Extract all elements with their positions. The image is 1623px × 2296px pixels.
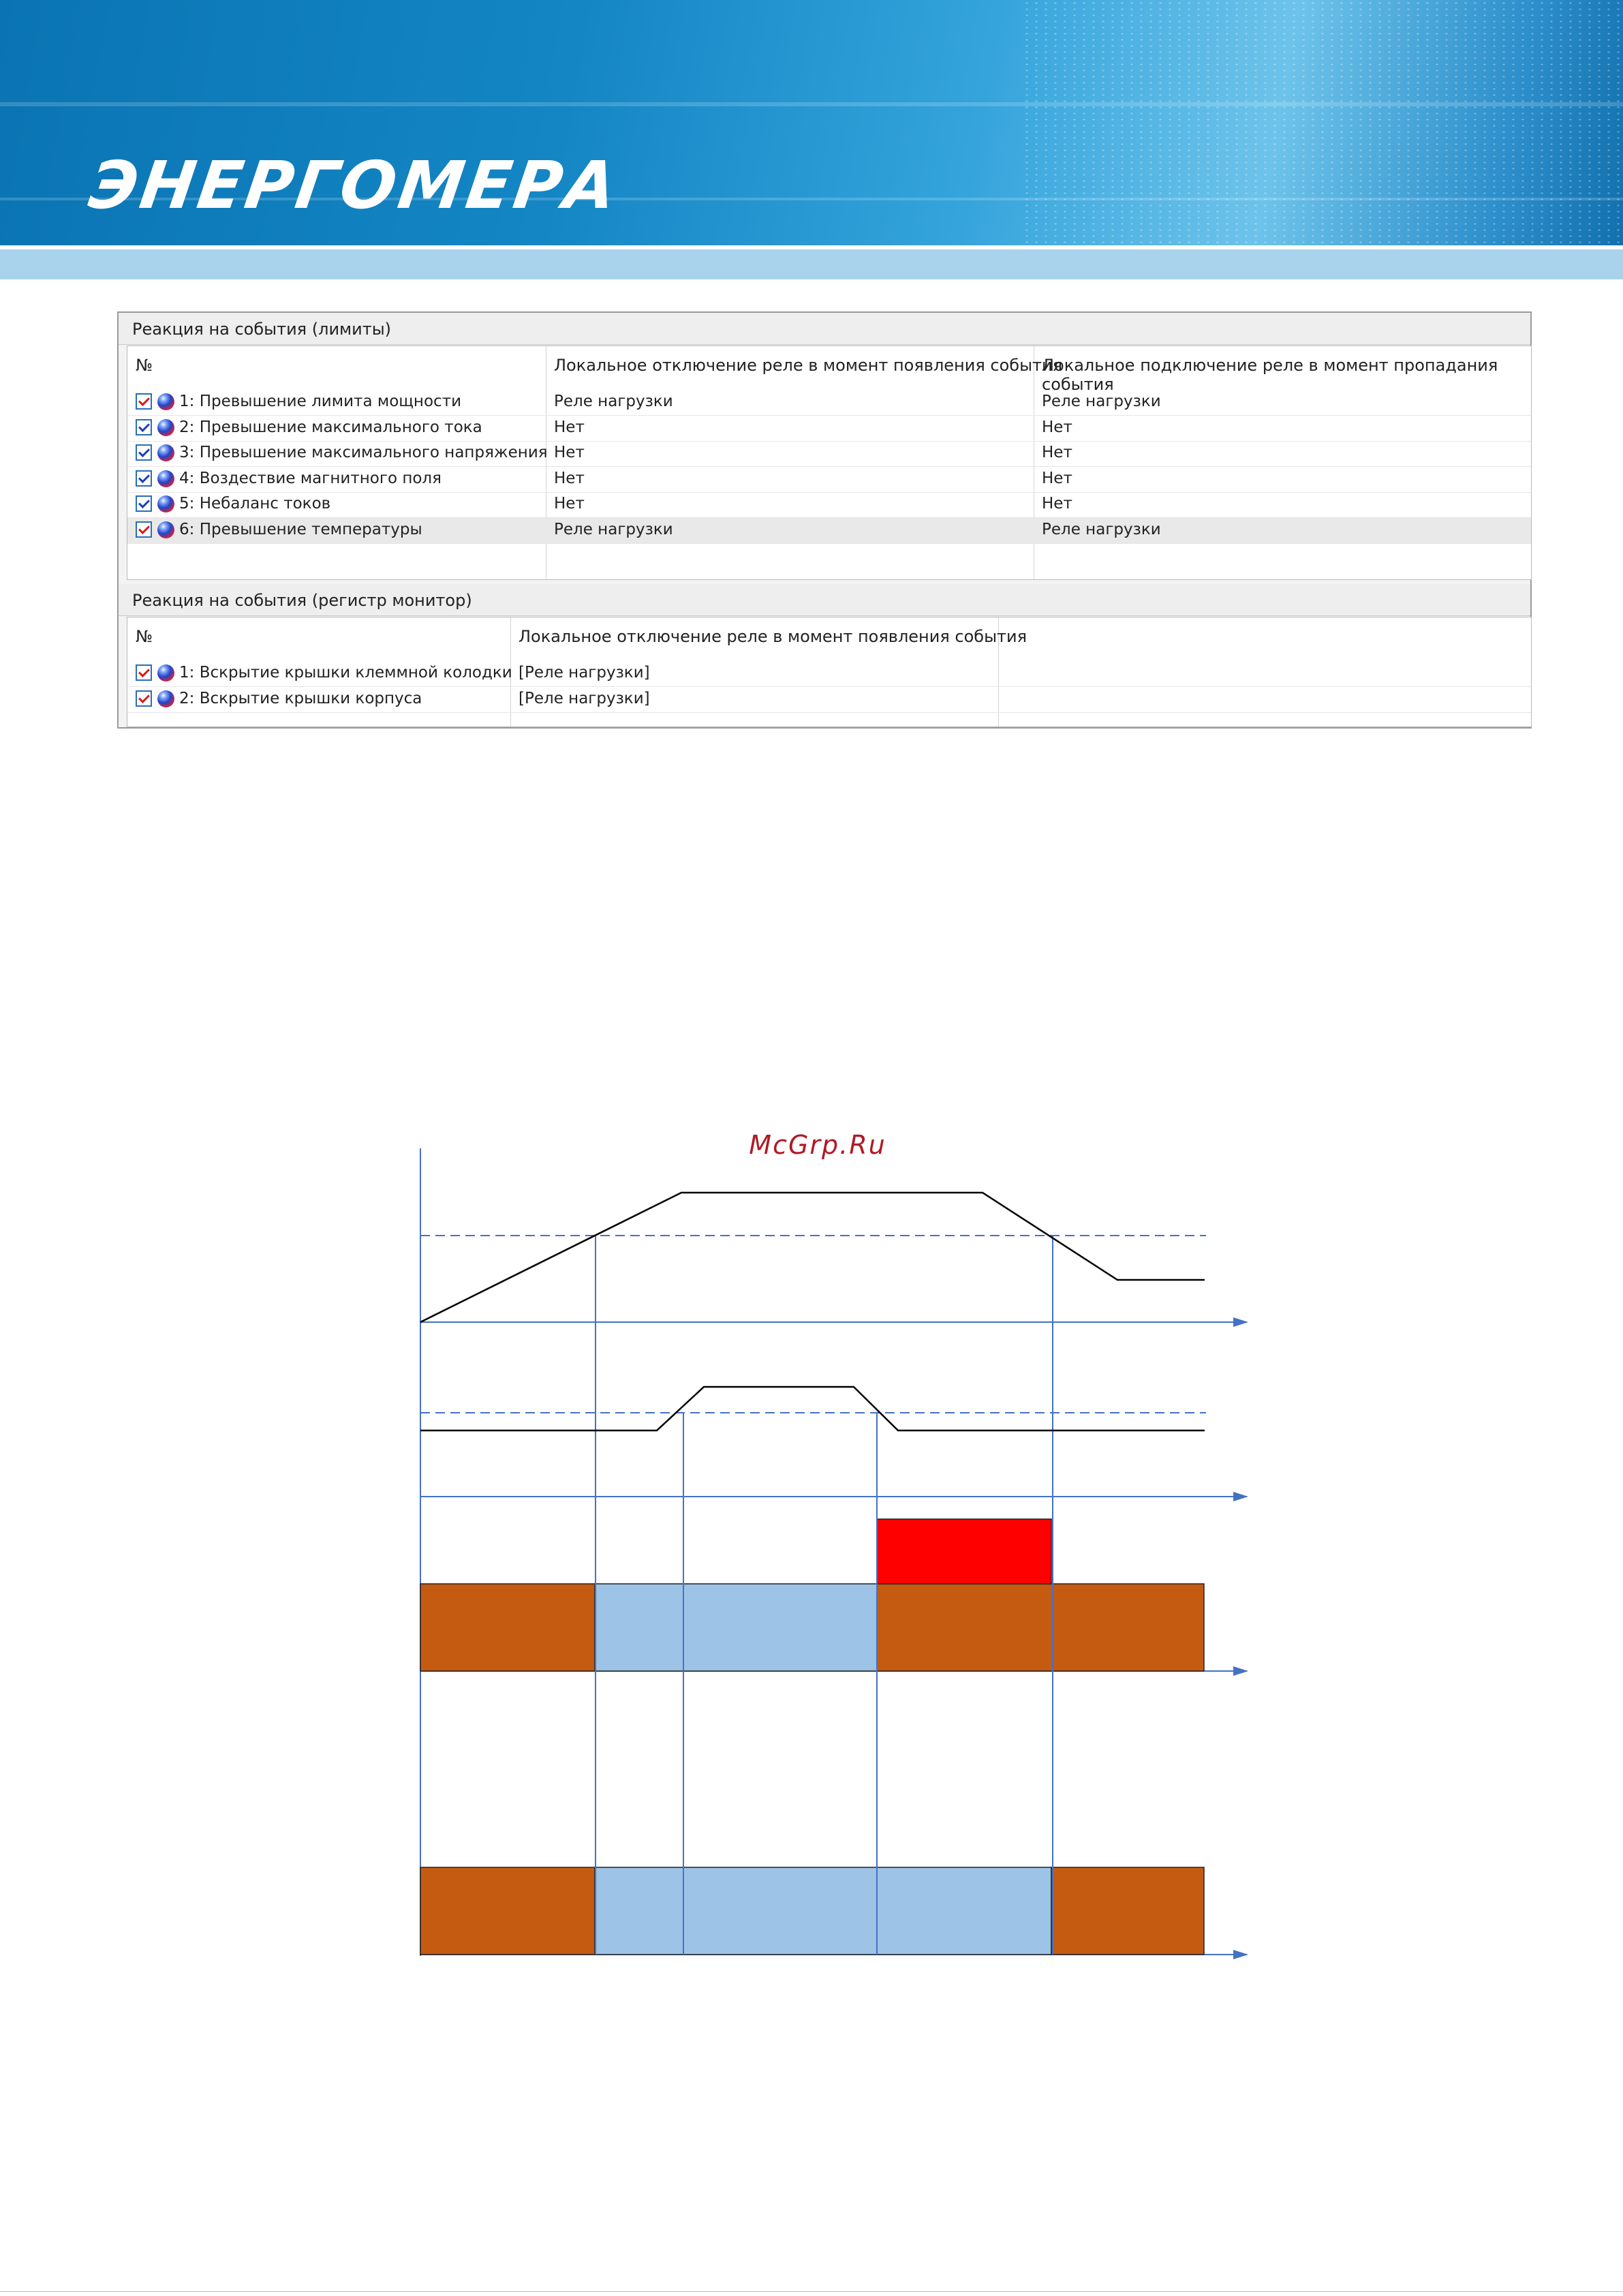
column-header-number: №	[136, 356, 153, 375]
table-row[interactable]	[127, 416, 1531, 442]
relay-off-bar	[1051, 1867, 1204, 1955]
event-status-icon	[157, 444, 174, 461]
event-status-icon	[157, 521, 174, 538]
alarm-bar	[877, 1519, 1051, 1584]
table-row[interactable]	[127, 661, 1531, 687]
relay-off-bar	[420, 1867, 595, 1955]
table-row[interactable]	[127, 687, 1531, 713]
disconnect-value[interactable]: Нет	[554, 444, 585, 461]
column-header-connect: Локальное подключение реле в момент пропадания события	[1042, 356, 1498, 394]
row-checkbox[interactable]	[136, 470, 152, 487]
relay-on-bar	[595, 1867, 1051, 1955]
row-checkbox[interactable]	[136, 444, 152, 461]
connect-value[interactable]: Нет	[1042, 444, 1072, 461]
event-status-icon	[157, 419, 174, 436]
connect-value[interactable]: Нет	[1042, 418, 1072, 436]
disconnect-value[interactable]: Нет	[554, 495, 585, 512]
header-banner	[0, 0, 1623, 245]
disconnect-value[interactable]: Реле нагрузки	[554, 520, 673, 538]
table-row[interactable]	[127, 441, 1531, 467]
relay-on-bar	[595, 1584, 877, 1671]
event-label: 6: Превышение температуры	[179, 520, 422, 538]
row-checkbox[interactable]	[136, 495, 152, 512]
table-row[interactable]	[127, 518, 1531, 544]
event-status-icon	[157, 690, 174, 707]
disconnect-value[interactable]: [Реле нагрузки]	[519, 664, 650, 682]
monitor-section-header	[119, 584, 1530, 616]
signal-2-curve	[420, 1387, 1205, 1430]
event-label: 4: Воздествие магнитного поля	[179, 469, 442, 487]
event-label: 2: Превышение максимального тока	[179, 418, 482, 436]
table-row[interactable]	[127, 390, 1531, 416]
limits-section-header	[119, 313, 1530, 345]
relay-off-bar	[420, 1584, 595, 1671]
table-row[interactable]	[127, 492, 1531, 518]
row-checkbox[interactable]	[136, 521, 152, 538]
event-label: 5: Небаланс токов	[179, 495, 331, 512]
event-status-icon	[157, 470, 174, 487]
event-status-icon	[157, 664, 174, 682]
disconnect-value[interactable]: [Реле нагрузки]	[519, 689, 650, 707]
relay-timing-diagram	[382, 1131, 1267, 1976]
monitor-grid	[127, 617, 1532, 727]
banner-pattern	[1022, 0, 1623, 245]
row-checkbox[interactable]	[136, 690, 152, 707]
event-label: 1: Вскрытие крышки клеммной колодки	[179, 664, 512, 682]
watermark: McGrp.Ru	[749, 1130, 886, 1160]
page-bottom-rule	[0, 2291, 1623, 2292]
header-band	[0, 249, 1623, 279]
disconnect-value[interactable]: Реле нагрузки	[554, 393, 673, 410]
disconnect-value[interactable]: Нет	[554, 418, 585, 436]
disconnect-value[interactable]: Нет	[554, 469, 585, 487]
connect-value[interactable]: Реле нагрузки	[1042, 520, 1161, 538]
column-header-disconnect: Локальное отключение реле в момент появления события	[554, 356, 1063, 375]
company-logo: ЭНЕРГОМЕРА	[84, 147, 624, 224]
limits-grid	[127, 346, 1532, 580]
row-checkbox[interactable]	[136, 664, 152, 681]
row-checkbox[interactable]	[136, 393, 152, 410]
event-status-icon	[157, 393, 174, 410]
event-label: 2: Вскрытие крышки корпуса	[179, 689, 422, 707]
table-row[interactable]	[127, 467, 1531, 493]
connect-value[interactable]: Нет	[1042, 469, 1072, 487]
row-checkbox[interactable]	[136, 419, 152, 435]
signal-1-curve	[420, 1193, 1205, 1322]
connect-value[interactable]: Нет	[1042, 495, 1072, 512]
relay-off-bar	[877, 1584, 1204, 1671]
monitor-section-title: Реакция на события (регистр монитор)	[132, 591, 472, 610]
event-status-icon	[157, 495, 174, 512]
column-header-number: №	[136, 627, 153, 646]
connect-value[interactable]: Реле нагрузки	[1042, 393, 1161, 410]
settings-panel	[117, 311, 1532, 729]
limits-section-title: Реакция на события (лимиты)	[132, 320, 392, 339]
column-header-disconnect: Локальное отключение реле в момент появления события	[519, 627, 1027, 646]
banner-streak	[0, 102, 1623, 106]
event-label: 3: Превышение максимального напряжения	[179, 444, 548, 461]
event-label: 1: Превышение лимита мощности	[179, 393, 462, 410]
